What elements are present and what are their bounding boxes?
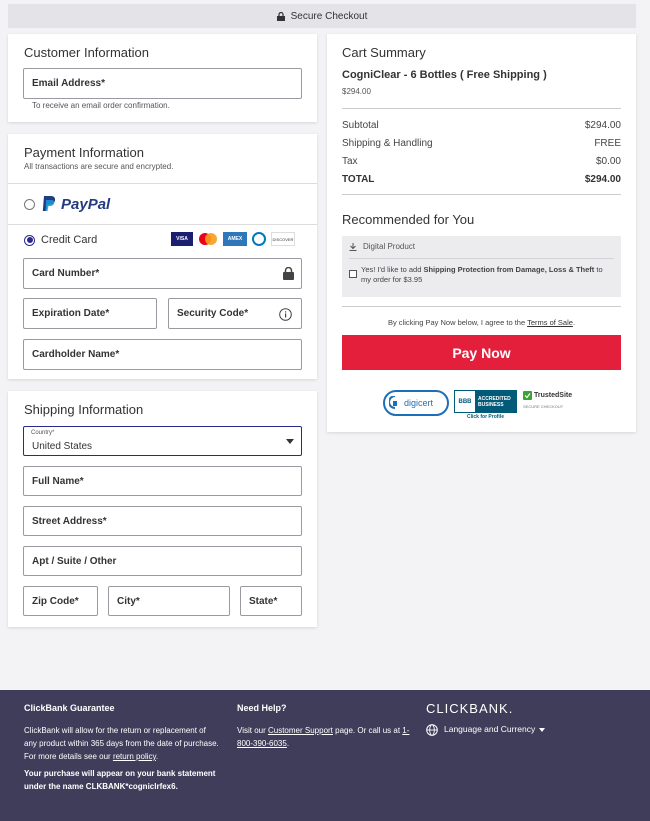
return-policy-link[interactable]: return policy [112,752,156,761]
terms-of-sale-link[interactable]: Terms of Sale [527,318,573,327]
terms-text [342,318,621,327]
cart-divider-2 [342,194,621,195]
payment-info-title: Payment Information [24,145,144,160]
mastercard-icon [196,232,220,246]
city-label: City* [117,595,140,607]
credit-card-option[interactable] [24,232,97,248]
security-code-label: Security Code* [177,308,249,319]
subtotal-row [342,120,621,138]
zip-code-field[interactable] [23,586,98,616]
help-pre: Visit our [237,726,268,735]
street-address-label: Street Address* [32,515,107,527]
tax-value: $0.00 [595,156,621,167]
shipping-info-title: Shipping Information [24,402,144,417]
payment-divider-2 [8,224,317,225]
shipping-label: Shipping & Handling [342,138,433,149]
paypal-option[interactable] [24,194,110,214]
product-price: $294.00 [342,87,371,96]
state-label: State* [249,595,278,607]
pay-now-button[interactable] [342,335,621,370]
amex-icon: AMEX [223,232,247,246]
guarantee-title: ClickBank Guarantee [24,703,115,713]
help-text: Visit our Customer Support page. Or call us at 1-800-390-6035. [237,726,410,748]
cart-divider-3 [342,306,621,307]
cart-summary-card [327,34,636,432]
digicert-icon [389,396,401,410]
statement-text: Your purchase will appear on your bank statement under the name CLKBANK*cogniclrfex6. [24,769,216,791]
shipping-info-card [8,391,317,627]
apt-suite-label: Apt / Suite / Other [32,555,117,567]
clickbank-logo: CLICKBANK. [426,701,514,716]
help-title: Need Help? [237,703,287,713]
payment-info-card [8,134,317,379]
bbb-logo-icon: BBB [455,391,475,412]
digital-product-label: Digital Product [363,242,416,251]
paypal-logo-icon [41,195,57,213]
trustedsite-badge[interactable] [523,391,578,415]
paypal-radio[interactable] [24,199,35,210]
help-column [237,702,412,750]
visa-icon: VISA [171,232,193,246]
payment-divider [8,183,317,184]
customer-info-title: Customer Information [24,45,149,60]
discover-icon: DISCOVER [271,232,295,246]
secure-checkout-label: Secure Checkout [290,10,368,22]
shipping-protection-checkbox[interactable] [349,270,357,278]
total-value: $294.00 [584,174,621,185]
guarantee-column [24,702,219,793]
language-currency-selector[interactable] [426,723,626,736]
terms-post: . [572,318,576,327]
lock-icon [283,267,294,280]
digital-product-row [349,242,415,251]
download-icon [349,243,357,251]
terms-pre: By clicking Pay Now below, I agree to the [387,318,528,327]
shipping-value: FREE [594,138,621,149]
payment-info-subtitle: All transactions are secure and encrypted. [24,162,174,171]
recommended-title: Recommended for You [342,212,475,227]
cardholder-name-label: Cardholder Name* [32,349,120,360]
tax-label: Tax [342,156,358,167]
digicert-label: digicert [404,398,434,408]
cart-summary-title: Cart Summary [342,45,426,60]
language-currency-label: Language and Currency [444,724,536,734]
recommended-box [342,236,621,297]
cart-divider [342,108,621,109]
paypal-label: PayPal [61,195,111,213]
expiration-date-field[interactable] [23,298,157,329]
bbb-line-2: BUSINESS [478,401,504,408]
country-select[interactable] [23,426,302,456]
product-name: CogniClear - 6 Bottles ( Free Shipping ) [342,69,547,81]
bbb-click-label: Click for Profile [467,414,504,420]
apt-suite-field[interactable] [23,546,302,576]
check-icon [523,391,532,400]
country-value: United States [32,441,93,452]
shipping-protection-text [361,265,611,285]
subtotal-label: Subtotal [342,120,379,131]
street-address-field[interactable] [23,506,302,536]
digicert-badge[interactable] [383,390,449,416]
offer-bold-text: Shipping Protection from Damage, Loss & Theft [423,265,595,274]
credit-card-label: Credit Card [41,234,98,246]
offer-pre-text: Yes! I'd like to add [361,265,424,274]
cart-totals [342,120,621,192]
city-field[interactable] [108,586,230,616]
email-label: Email Address* [32,78,105,89]
full-name-field[interactable] [23,466,302,496]
help-mid: page. Or call us at [332,726,403,735]
customer-support-link[interactable]: Customer Support [267,726,333,735]
cardholder-name-field[interactable] [23,339,302,370]
card-number-label: Card Number* [32,268,100,279]
trustedsite-label: TrustedSite [534,392,573,399]
secure-checkout-bar [8,4,636,28]
brand-column [426,702,626,736]
shipping-row [342,138,621,156]
state-field[interactable] [240,586,302,616]
guarantee-body: ClickBank will allow for the return or replacement of any product within 365 days from the date of purchase. For more details see our [24,726,219,761]
email-hint: To receive an email order confirmation. [32,101,170,110]
bbb-seal [454,390,517,413]
total-label: TOTAL [342,174,375,185]
subtotal-value: $294.00 [584,120,621,131]
offer-post-text: to my order for $3.95 [361,265,603,284]
full-name-label: Full Name* [32,475,84,487]
lock-icon [277,12,285,21]
expiration-date-label: Expiration Date* [32,308,110,319]
zip-code-label: Zip Code* [32,595,79,607]
chevron-down-icon [286,439,294,444]
security-code-field[interactable] [168,298,302,329]
diners-icon [250,232,268,246]
pay-now-label: Pay Now [452,344,511,361]
credit-card-radio[interactable] [24,235,35,246]
globe-icon [426,724,438,736]
card-number-field[interactable] [23,258,302,289]
email-field[interactable] [23,68,302,99]
country-label: Country* [31,430,55,436]
total-row [342,174,621,192]
customer-info-card [8,34,317,122]
card-brands [171,232,295,248]
recommended-inner-divider [349,258,614,259]
tax-row [342,156,621,174]
bbb-line-1: ACCREDITED [478,395,511,402]
trustedsite-sub: SECURE CHECKOUT [523,404,564,409]
chevron-down-icon [539,728,545,732]
phone-link[interactable]: 1-800-390-6035 [237,726,410,748]
info-icon[interactable] [279,308,292,321]
bbb-badge[interactable] [454,390,517,422]
guarantee-text: ClickBank will allow for the return or replacement of any product within 365 days from the date of purchase. For more details see our return policy. [24,726,219,761]
footer [0,690,650,821]
